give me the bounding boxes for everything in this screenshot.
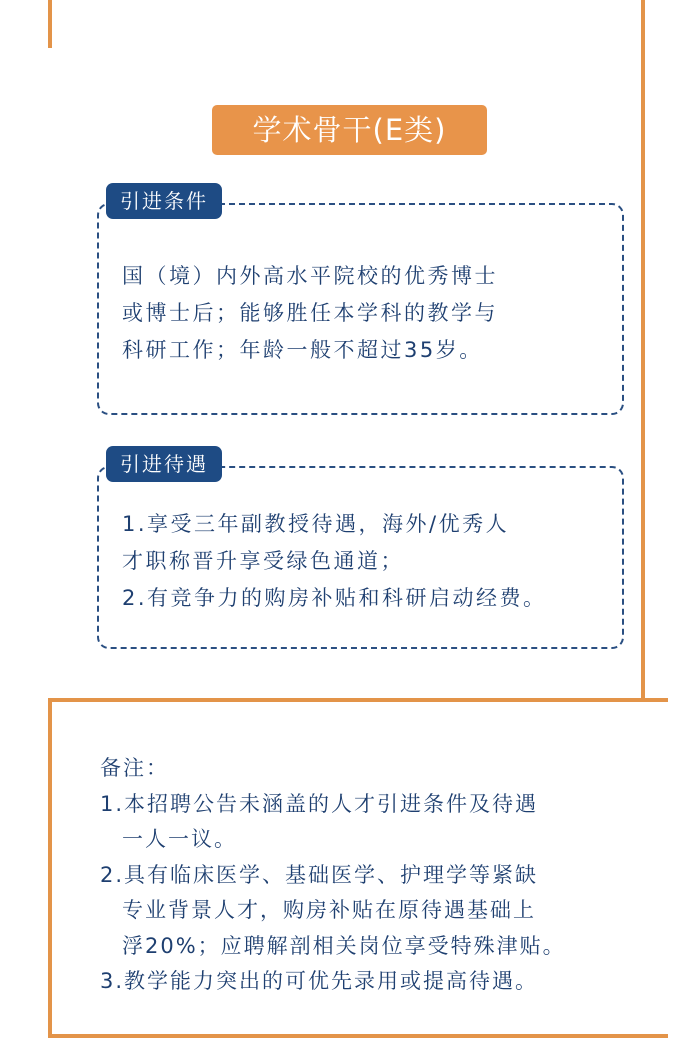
- notes-section: [100, 751, 566, 1000]
- notes-line: 2.具有临床医学、基础医学、护理学等紧缺: [100, 862, 539, 887]
- notes-line: 浮20%；应聘解剖相关岗位享受特殊津贴。: [122, 933, 566, 958]
- benefits-label: 引进待遇: [106, 446, 222, 482]
- conditions-text: [122, 258, 498, 369]
- notes-line: 专业背景人才，购房补贴在原待遇基础上: [122, 898, 536, 922]
- notes-line: 3.教学能力突出的可优先录用或提高待遇。: [100, 969, 539, 993]
- benefits-text: [122, 506, 547, 617]
- section-title-badge: 学术骨干(E类): [212, 105, 487, 155]
- conditions-line: 国（境）内外高水平院校的优秀博士: [122, 264, 498, 288]
- notes-line: 1.本招聘公告未涵盖的人才引进条件及待遇: [100, 791, 539, 816]
- benefits-line: 才职称晋升享受绿色通道；: [122, 549, 404, 573]
- notes-title: 备注：: [100, 756, 169, 780]
- conditions-line: 科研工作；年龄一般不超过35岁。: [122, 338, 483, 362]
- benefits-line: 2.有竞争力的购房补贴和科研启动经费。: [122, 586, 547, 610]
- benefits-line: 1.享受三年副教授待遇，海外/优秀人: [122, 512, 510, 536]
- conditions-label: 引进条件: [106, 183, 222, 219]
- top-frame-border: [48, 0, 645, 52]
- conditions-line: 或博士后；能够胜任本学科的教学与: [122, 301, 498, 325]
- notes-line: 一人一议。: [122, 827, 237, 851]
